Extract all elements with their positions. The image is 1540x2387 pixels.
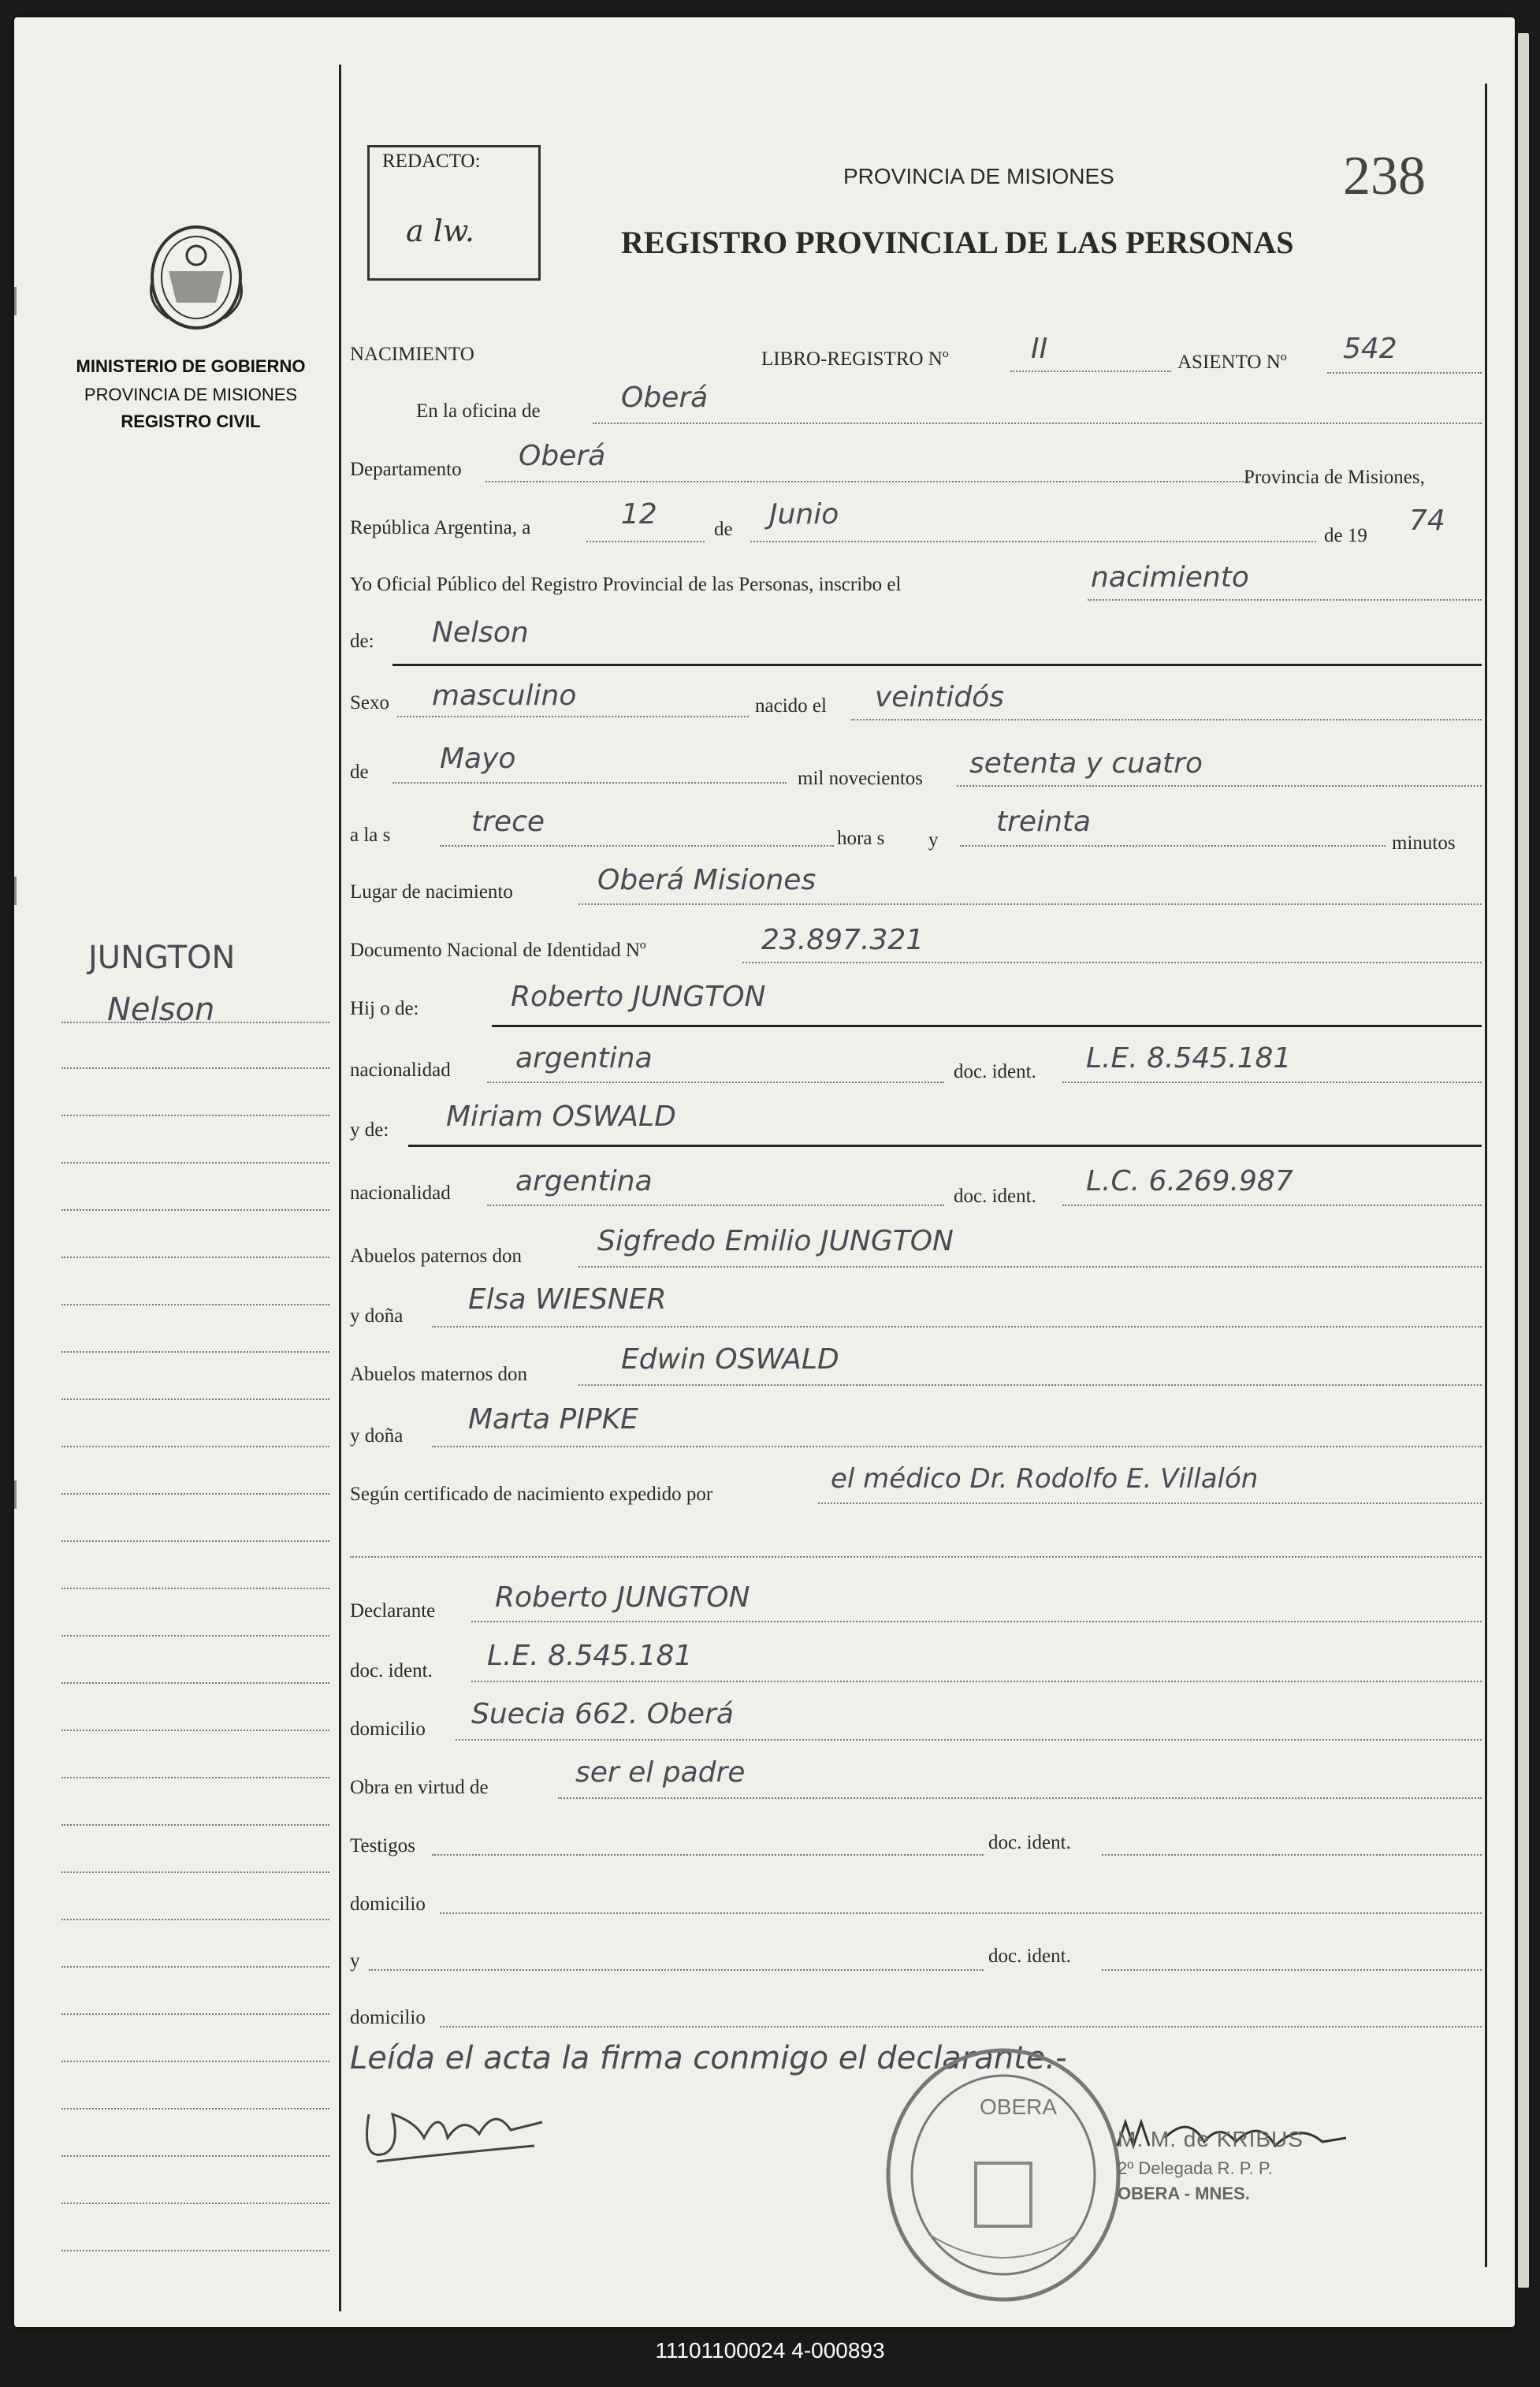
testigos-label: Testigos [350, 1835, 415, 1856]
dotted-line [851, 719, 1482, 721]
docid3-label: doc. ident. [350, 1660, 433, 1681]
obra-value: ser el padre [575, 1756, 746, 1789]
dotted-line [558, 1797, 1482, 1799]
de2-label: de [350, 762, 369, 783]
dotted-line [957, 785, 1482, 787]
dotted-line [440, 2026, 1482, 2028]
asiento-value: 542 [1343, 333, 1397, 365]
margin-line [61, 1682, 329, 1684]
obra-label: Obra en virtud de [350, 1777, 489, 1798]
y2-label: y [350, 1950, 360, 1972]
mil-label: mil novecientos [798, 768, 923, 789]
domicilio-label: domicilio [350, 1719, 426, 1740]
oficina-label: En la oficina de [416, 400, 541, 422]
declarant-signature-icon [353, 2083, 558, 2177]
dotted-line [440, 1912, 1482, 1914]
docid2-label: doc. ident. [954, 1186, 1036, 1207]
abuela-p-value: Elsa WIESNER [468, 1283, 667, 1316]
redacto-box [367, 145, 541, 281]
nacido-value: veintidós [875, 681, 1005, 713]
right-border-line [1485, 84, 1487, 2267]
ala-label: a la s [350, 825, 391, 846]
oficial-label: Yo Oficial Público del Registro Provincial de las Personas, inscribo el [350, 574, 902, 595]
padre-value: Roberto JUNGTON [511, 981, 766, 1013]
province-title: PROVINCIA DE MISIONES [843, 164, 1114, 188]
dotted-line [485, 481, 1250, 482]
folio-number: 238 [1343, 146, 1426, 207]
dotted-line [1088, 599, 1482, 601]
dotted-line [960, 845, 1386, 847]
margin-line [61, 1067, 329, 1069]
lugar-value: Oberá Misiones [597, 864, 816, 896]
libro-value: II [1031, 333, 1048, 365]
document-code: 11101100024 4-000893 [655, 2338, 885, 2363]
asiento-label: ASIENTO Nº [1177, 352, 1287, 373]
province-emblem-icon [137, 216, 255, 334]
dotted-line [1062, 1205, 1482, 1206]
y-label: y [928, 829, 939, 851]
margin-line [61, 2108, 329, 2110]
closing-statement: Leída el acta la firma conmigo el declarante.- [350, 2040, 1067, 2076]
hora-value: trece [471, 806, 545, 838]
dotted-line [471, 1621, 1482, 1622]
margin-line [61, 1257, 329, 1258]
yde-label: y de: [350, 1119, 389, 1141]
redacto-value: a lw. [406, 214, 474, 248]
dotted-line [1327, 372, 1482, 374]
ministry-line-2: PROVINCIA DE MISIONES [84, 385, 298, 404]
dotted-line [432, 1326, 1482, 1328]
declarante-value: Roberto JUNGTON [495, 1581, 750, 1614]
stamp-name-line: M. M. de KRIBUS [1118, 2127, 1304, 2151]
minutos-label: minutos [1392, 832, 1456, 854]
mes-value: Junio [769, 498, 839, 531]
docid2-value: L.C. 6.269.987 [1086, 1165, 1293, 1197]
stamp-role-line: 2º Delegada R. P. P. [1118, 2158, 1273, 2178]
margin-line [61, 1730, 329, 1731]
dni-label: Documento Nacional de Identidad Nº [350, 940, 646, 961]
margin-line [61, 1777, 329, 1778]
dotted-line [456, 1739, 1482, 1741]
dotted-line [578, 903, 1482, 905]
republica-label: República Argentina, a [350, 517, 531, 538]
anio-words-value: setenta y cuatro [969, 747, 1203, 780]
margin-line [61, 1209, 329, 1211]
departamento-label: Departamento [350, 459, 462, 480]
libro-label: LIBRO-REGISTRO Nº [761, 348, 949, 370]
margin-tick [14, 877, 34, 905]
registry-title: REGISTRO PROVINCIAL DE LAS PERSONAS [621, 225, 1294, 260]
solid-line [392, 664, 1482, 666]
dotted-line [432, 1446, 1482, 1447]
margin-line [61, 2203, 329, 2204]
anio-value: 74 [1409, 505, 1445, 537]
margin-line [61, 1540, 329, 1542]
nombre-value: Nelson [432, 616, 529, 649]
margin-line [61, 1022, 329, 1023]
departamento-value: Oberá [519, 440, 606, 472]
domicilio-value: Suecia 662. Oberá [471, 1698, 734, 1730]
dotted-line [586, 541, 705, 542]
margin-line [61, 2061, 329, 2062]
dotted-line [471, 1681, 1482, 1682]
dotted-line [369, 1969, 984, 1971]
minutos-value: treinta [996, 806, 1092, 838]
nacido-label: nacido el [755, 695, 827, 717]
margin-line [61, 1966, 329, 1968]
docid1-label: doc. ident. [954, 1061, 1036, 1082]
dotted-line [742, 962, 1482, 963]
margin-line [61, 1824, 329, 1826]
margin-tick [14, 287, 34, 315]
oficial-value: nacimiento [1091, 561, 1249, 594]
dni-value: 23.897.321 [761, 924, 924, 956]
mes2-value: Mayo [440, 743, 516, 775]
dotted-line [487, 1082, 944, 1083]
ydona1-label: y doña [350, 1305, 404, 1327]
round-seal-icon [881, 2045, 1125, 2305]
round-seal-text: OBERA [980, 2095, 1058, 2119]
dotted-line [487, 1205, 944, 1206]
dotted-line [818, 1503, 1482, 1504]
docid5-label: doc. ident. [988, 1946, 1071, 1967]
docid4-label: doc. ident. [988, 1832, 1071, 1853]
dotted-line [1102, 1969, 1482, 1971]
margin-line [61, 1446, 329, 1447]
oficina-value: Oberá [621, 382, 709, 414]
ydona2-label: y doña [350, 1425, 404, 1447]
anio-prefix: de 19 [1324, 525, 1367, 546]
abuelos-m-value: Edwin OSWALD [621, 1343, 839, 1376]
provincia-label: Provincia de Misiones, [1244, 467, 1425, 488]
solid-line [408, 1145, 1482, 1147]
ministry-line-1: MINISTERIO DE GOBIERNO [76, 356, 306, 376]
margin-line [61, 2250, 329, 2251]
de-nombre-label: de: [350, 631, 374, 652]
nac2-value: argentina [515, 1165, 653, 1197]
margin-given-name: Nelson [107, 992, 215, 1028]
dotted-line [750, 541, 1316, 542]
certificado-label: Según certificado de nacimiento expedido por [350, 1484, 713, 1505]
margin-line [61, 1919, 329, 1920]
dotted-line [440, 845, 834, 847]
dotted-line [578, 1384, 1482, 1386]
margin-line [61, 2013, 329, 2015]
dotted-line [1102, 1854, 1482, 1856]
record-type-label: NACIMIENTO [350, 344, 474, 365]
margin-line [61, 1398, 329, 1400]
dotted-line [578, 1266, 1482, 1268]
dotted-line [432, 1854, 984, 1856]
domicilio3-label: domicilio [350, 2007, 426, 2028]
sexo-value: masculino [432, 680, 577, 712]
de-label: de [714, 519, 733, 540]
abuela-m-value: Marta PIPKE [468, 1403, 638, 1436]
abuelos-p-label: Abuelos paternos don [350, 1246, 523, 1267]
margin-line [61, 1162, 329, 1164]
redacto-label: REDACTO: [382, 151, 481, 172]
madre-value: Miriam OSWALD [446, 1100, 676, 1133]
declarante-label: Declarante [350, 1600, 436, 1622]
margin-line [61, 2155, 329, 2157]
margin-line [61, 1635, 329, 1637]
margin-surname: JUNGTON [88, 940, 236, 976]
margin-line [61, 1588, 329, 1589]
docid1-value: L.E. 8.545.181 [1086, 1042, 1292, 1074]
official-stamp [1118, 2127, 1378, 2204]
nac1-value: argentina [515, 1042, 653, 1074]
margin-line [61, 1871, 329, 1873]
dotted-line [350, 1556, 1482, 1558]
margin-line [61, 1493, 329, 1495]
docid3-value: L.E. 8.545.181 [487, 1640, 693, 1672]
margin-line [61, 1304, 329, 1305]
lugar-label: Lugar de nacimiento [350, 881, 513, 903]
abuelos-m-label: Abuelos maternos don [350, 1364, 527, 1385]
margin-tick [14, 1480, 34, 1509]
stamp-place-line: OBERA - MNES. [1118, 2184, 1250, 2203]
dotted-line [1062, 1082, 1482, 1083]
margin-line [61, 1115, 329, 1116]
nac1-label: nacionalidad [350, 1059, 451, 1081]
dia-value: 12 [621, 498, 657, 531]
dotted-line [392, 782, 787, 784]
margin-line [61, 1351, 329, 1353]
nac2-label: nacionalidad [350, 1182, 451, 1204]
ministry-line-3: REGISTRO CIVIL [121, 411, 261, 431]
dotted-line [397, 716, 749, 717]
solid-line [492, 1025, 1482, 1027]
domicilio2-label: domicilio [350, 1894, 426, 1915]
dotted-line [1010, 371, 1171, 372]
abuelos-p-value: Sigfredo Emilio JUNGTON [597, 1225, 954, 1257]
document-page [14, 17, 1515, 2327]
horas-label: hora s [837, 828, 885, 849]
hijo-label: Hij o de: [350, 998, 419, 1019]
sexo-label: Sexo [350, 692, 389, 713]
dotted-line [593, 423, 1482, 424]
certificado-value: el médico Dr. Rodolfo E. Villalón [831, 1463, 1259, 1495]
